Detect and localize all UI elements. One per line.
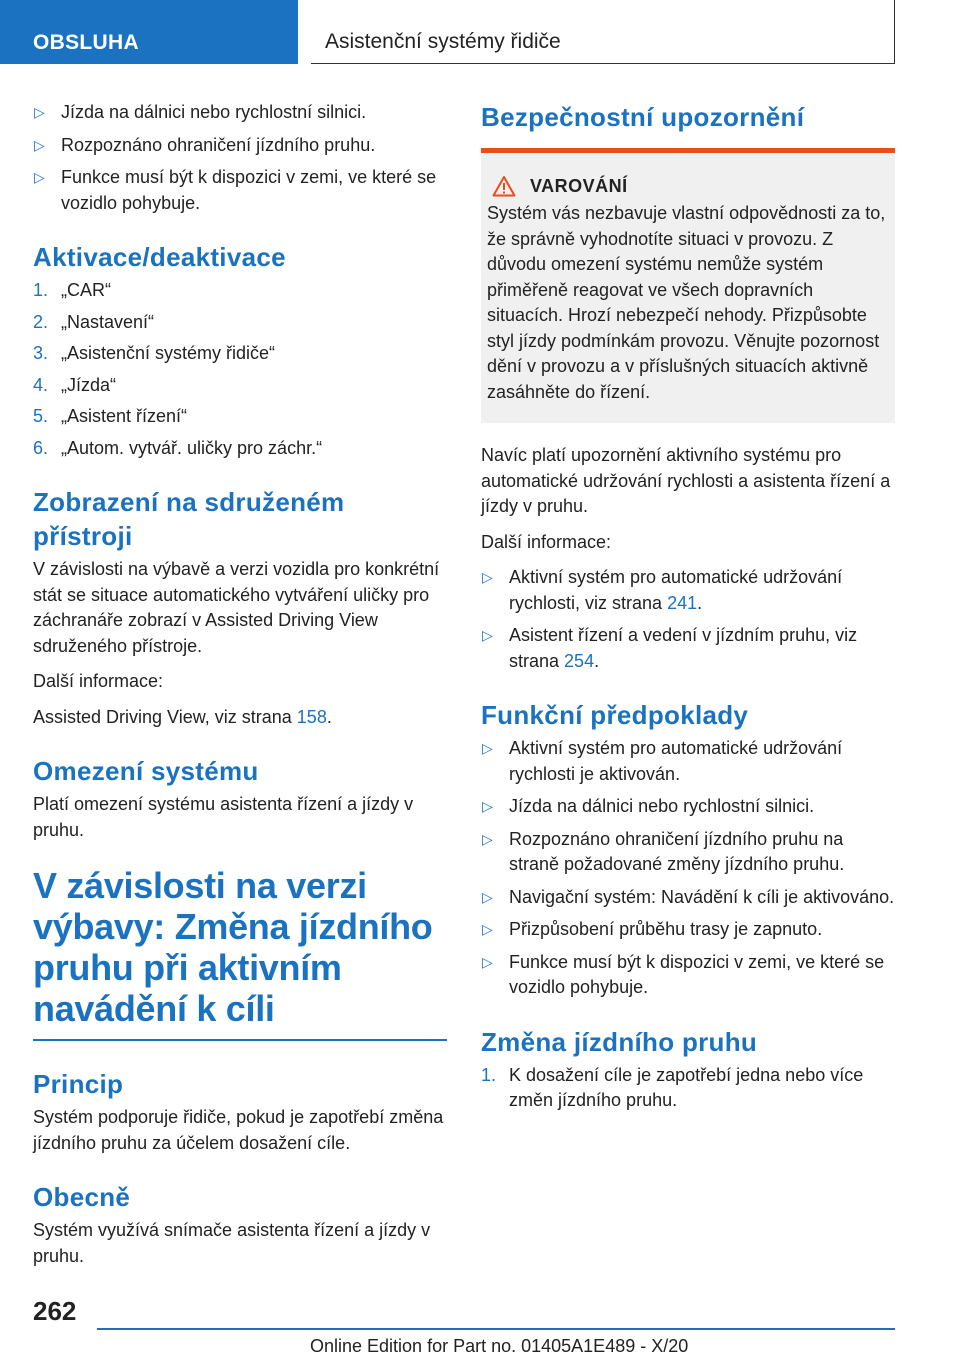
- display-text: V závislosti na výbavě a verzi vozidla pro konkrétní stát se situace automatického vytváření uličky pro záchranáře zobrazí v Assisted Driving View sdruženého přístroje.: [33, 559, 440, 656]
- activation-steps: [33, 278, 447, 461]
- safety-heading: Bezpečnostní upozornění: [481, 102, 805, 132]
- triangle-bullet-icon: ▷: [482, 921, 493, 937]
- page-link-241[interactable]: 241: [667, 592, 698, 613]
- list-item: ▷ Přizpůsobení průběhu trasy je zapnuto.: [481, 917, 895, 943]
- warning-title: VAROVÁNÍ: [530, 175, 628, 196]
- step-item: 1. K dosažení cíle je zapotřebí jedna nebo více změn jízdního pruhu.: [481, 1064, 864, 1110]
- right-column: [481, 100, 895, 1138]
- section-label: OBSLUHA: [33, 31, 139, 54]
- triangle-bullet-icon: ▷: [482, 740, 493, 756]
- page-link-254[interactable]: 254: [564, 650, 595, 671]
- display-more-label: Další informace:: [33, 671, 164, 691]
- page-link-158[interactable]: 158: [296, 706, 327, 727]
- general-text: Systém využívá snímače asistenta řízení a jízdy v pruhu.: [33, 1220, 431, 1266]
- triangle-bullet-icon: ▷: [482, 798, 493, 814]
- intro-bullet-list: [33, 100, 447, 216]
- triangle-bullet-icon: ▷: [34, 136, 45, 153]
- list-item: ▷ Aktivní systém pro automatické udržování rychlosti, viz strana 241.: [482, 567, 843, 613]
- list-item: ▷ Rozpoznáno ohraničení jízdního pruhu na straně požadované změny jízdního pruhu.: [482, 828, 845, 874]
- step-item: 2. „Nastavení“: [33, 311, 155, 332]
- display-heading: Zobrazení na sdruženém přístroji: [33, 487, 345, 551]
- requirements-list: [481, 736, 895, 1001]
- main-section-title: V závislosti na verzi výbavy: Změna jízdního pruhu při aktivním navádění k cíli: [33, 865, 447, 1041]
- warning-box: [481, 148, 895, 423]
- step-item: 4. „Jízda“: [33, 374, 117, 395]
- principle-text: Systém podporuje řidiče, pokud je zapotřebí změna jízdního pruhu za účelem dosažení cíle.: [33, 1107, 444, 1153]
- section-tab: [0, 0, 298, 64]
- chapter-title: Asistenční systémy řidiče: [325, 30, 561, 53]
- triangle-bullet-icon: ▷: [482, 830, 493, 847]
- list-item: ▷ Navigační systém: Navádění k cíli je aktivováno.: [481, 885, 895, 911]
- triangle-bullet-icon: ▷: [482, 627, 493, 643]
- more-info-list: [481, 565, 895, 674]
- step-item: 6. „Autom. vytvář. uličky pro záchr.“: [33, 437, 323, 458]
- edition-text: Online Edition for Part no. 01405A1E489 - X/20: [310, 1336, 689, 1356]
- warning-text: Systém vás nezbavuje vlastní odpovědnosti za to, že správně vyhodnotíte situaci v provozu. Z důvodu omezení systému nemůže systém přiměřeně reagovat ve všech dopravních situacích. Hrozí nebezpečí nehody. Přizpůsobte styl jízdy podmínkám provozu. Věnujte pozornost dění v provozu a v příslušných situacích aktivně zasáhněte do řízení.: [487, 203, 886, 402]
- principle-heading: Princip: [33, 1069, 124, 1099]
- list-item: ▷ Funkce musí být k dispozici v zemi, ve které se vozidlo pohybuje.: [34, 167, 437, 213]
- requirements-heading: Funkční předpoklady: [481, 700, 749, 730]
- list-item: ▷ Aktivní systém pro automatické udržování rychlosti je aktivován.: [482, 738, 843, 784]
- step-item: 5. „Asistent řízení“: [33, 406, 188, 426]
- step-item: 3. „Asistenční systémy řidiče“: [33, 343, 276, 363]
- also-text: Navíc platí upozornění aktivního systému pro automatické udržování rychlosti a asistenta řízení a jízdy v pruhu.: [481, 445, 891, 516]
- list-item: ▷ Rozpoznáno ohraničení jízdního pruhu.: [33, 133, 447, 159]
- page-number: 262: [33, 1296, 77, 1326]
- triangle-bullet-icon: ▷: [34, 169, 45, 185]
- limits-text: Platí omezení systému asistenta řízení a jízdy v pruhu.: [33, 794, 414, 840]
- list-item: ▷ Jízda na dálnici nebo rychlostní silnici.: [33, 100, 447, 126]
- chapter-header: [311, 0, 895, 64]
- more-label: Další informace:: [481, 531, 612, 552]
- triangle-bullet-icon: ▷: [34, 104, 45, 120]
- footer-divider: [97, 1328, 895, 1330]
- limits-heading: Omezení systému: [33, 756, 259, 786]
- list-item: ▷ Funkce musí být k dispozici v zemi, ve které se vozidlo pohybuje.: [482, 951, 885, 997]
- triangle-bullet-icon: ▷: [482, 888, 493, 905]
- list-item: ▷ Jízda na dálnici nebo rychlostní silnici.: [481, 794, 895, 820]
- lane-change-steps: [481, 1063, 895, 1114]
- general-heading: Obecně: [33, 1182, 131, 1212]
- step-item: 1. „CAR“: [33, 280, 111, 300]
- list-item: ▷ Asistent řízení a vedení v jízdním pruhu, viz strana 254.: [482, 625, 858, 671]
- triangle-bullet-icon: ▷: [482, 569, 493, 585]
- warning-triangle-icon: [492, 175, 516, 197]
- activation-heading: Aktivace/deaktivace: [33, 242, 286, 272]
- left-column: [33, 100, 447, 1279]
- warning-header: [487, 175, 889, 197]
- lane-change-heading: Změna jízdního pruhu: [481, 1026, 758, 1057]
- display-reference: Assisted Driving View, viz strana 158.: [33, 706, 332, 727]
- triangle-bullet-icon: ▷: [482, 953, 493, 970]
